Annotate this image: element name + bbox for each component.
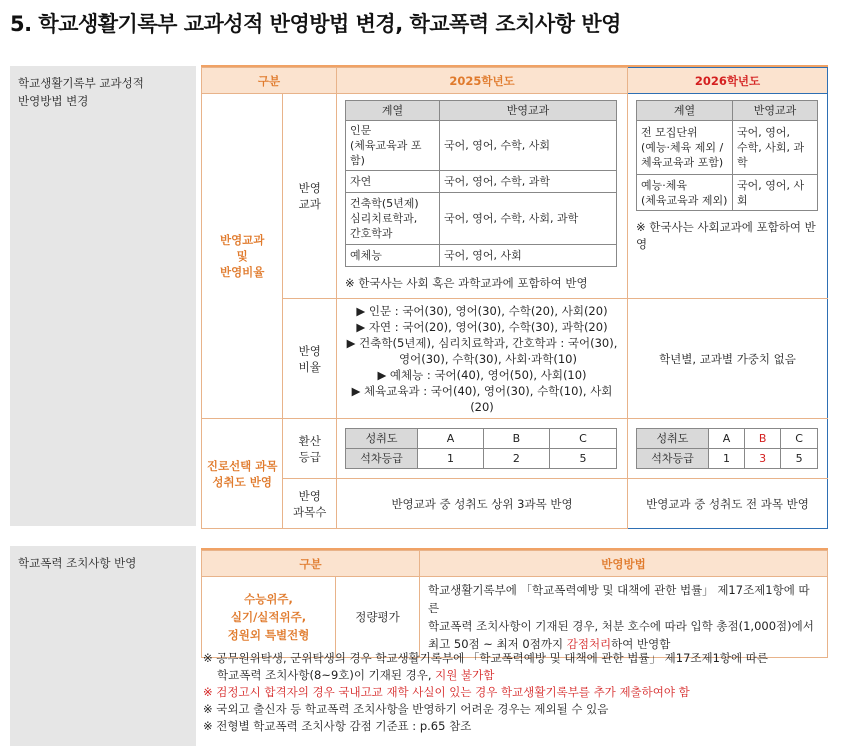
table-row: 건축학(5년제) 심리치료학과, 간호학과 국어, 영어, 수학, 사회, 과학 (346, 193, 617, 245)
type-label: 수능위주, 실기/실적위주, 정원외 특별전형 (202, 577, 336, 658)
inner-table-2025: 계열 반영교과 인문 (체육교육과 포함) 국어, 영어, 수학, 사회 자연 국어, 영어, 수학, 과학 건축학(5년제) 심리치료학과, 간호학과 국어, 영어, 수학, 사회, 과학 예체능 국어, 영어, 사회 (345, 100, 617, 267)
label-conversion: 환산 등급 (283, 419, 337, 479)
note-2026: ※ 한국사는 사회교과에 포함하여 반영 (635, 220, 816, 251)
grade-table-2026: 성취도 A B C 석차등급 1 3 5 (636, 428, 818, 469)
note-1: ※ 공무원위탁생, 군위탁생의 경우 학교생활기록부에 「학교폭력예방 및 대책에 관한 법률」 제17조제1항에 따른 (203, 651, 769, 665)
note-2025: ※ 한국사는 사회 혹은 과학교과에 포함하여 반영 (345, 276, 588, 290)
side-label-line1: 학교생활기록부 교과성적 (18, 76, 144, 90)
table-header-row (202, 68, 828, 94)
row-count (202, 479, 828, 529)
cell-2026-subjects (627, 94, 827, 299)
cell-2025-ratio: ▶ 인문 : 국어(30), 영어(30), 수학(20), 사회(20) ▶ 자연 : 국어(20), 영어(30), 수학(30), 과학(20) ▶ 건축학(5년제), 심리치료학과, 간호학과 : 국어(30), 영어(30), 수학(30), 사회·과학(10) ▶ 예체능 : 국어(40), 영어(50), 사회(10) ▶ 체육교육과 : 국어(40), 영어(30), 수학(10), 사회(20) (337, 299, 628, 419)
note-4: ※ 전형별 학교폭력 조치사항 감점 기준표 : p.65 참조 (203, 719, 472, 733)
group-label-subjects: 반영교과 및 반영비율 (202, 94, 283, 419)
table-row: 예능·체육 (체육교육과 제외) 국어, 영어, 사회 (636, 175, 817, 211)
note-3: ※ 국외고 출신자 등 학교폭력 조치사항을 반영하기 어려운 경우는 제외될 수 있음 (203, 702, 609, 716)
section2-notes (203, 650, 833, 735)
page-title: 5. 학교생활기록부 교과성적 반영방법 변경, 학교폭력 조치사항 반영 (10, 12, 621, 36)
cell-2025-subjects (337, 94, 628, 299)
header-method: 반영방법 (420, 551, 828, 577)
eval-type: 정량평가 (336, 577, 420, 658)
section1-sidebar (10, 66, 196, 526)
row-conversion (202, 419, 828, 479)
note-2: ※ 검정고시 합격자의 경우 국내고교 재학 사실이 있는 경우 학교생활기록부를 추가 제출하여야 함 (203, 685, 690, 699)
table-row (202, 577, 828, 658)
cell-2025-count: 반영교과 중 성취도 상위 3과목 반영 (337, 479, 628, 529)
table-header-row (202, 551, 828, 577)
section2-sidebar (10, 546, 196, 746)
label-count: 반영 과목수 (283, 479, 337, 529)
header-category: 구분 (202, 68, 337, 94)
inner-table-2026: 계열 반영교과 전 모집단위 (예능·체육 제외 / 체육교육과 포함) 국어, 영어, 수학, 사회, 과학 예능·체육 (체육교육과 제외) 국어, 영어, 사회 (636, 100, 818, 211)
grade-table-2025: 성취도 A B C 석차등급 1 2 5 (345, 428, 617, 469)
label-ratio: 반영 비율 (283, 299, 337, 419)
group-label-achievement: 진로선택 과목 성취도 반영 (202, 419, 283, 529)
row-subjects (202, 94, 828, 299)
school-violence-table (201, 550, 828, 658)
header-2026: 2026학년도 (627, 68, 827, 94)
note-1b: 학교폭력 조치사항(8~9호)이 기재된 경우, 지원 불가함 (217, 668, 495, 682)
header-2025: 2025학년도 (337, 68, 628, 94)
table-row: 인문 (체육교육과 포함) 국어, 영어, 수학, 사회 (346, 121, 617, 171)
side-label: 학교폭력 조치사항 반영 (18, 556, 137, 570)
cell-2026-conversion (627, 419, 827, 479)
table-row: 예체능 국어, 영어, 사회 (346, 245, 617, 267)
table-row: 자연 국어, 영어, 수학, 과학 (346, 171, 617, 193)
method-desc: 학교생활기록부에 「학교폭력예방 및 대책에 관한 법률」 제17조제1항에 따른 학교폭력 조치사항이 기재된 경우, 처분 호수에 따라 입학 총점(1,000점)에서 최고 50점 ~ 최저 0점까지 감점처리하여 반영함 (420, 577, 828, 658)
grade-method-table (201, 67, 828, 529)
side-label-line2: 반영방법 변경 (18, 94, 89, 108)
table-row: 전 모집단위 (예능·체육 제외 / 체육교육과 포함) 국어, 영어, 수학, 사회, 과학 (636, 121, 817, 175)
row-ratio (202, 299, 828, 419)
label-subjects: 반영 교과 (283, 94, 337, 299)
header-category: 구분 (202, 551, 420, 577)
cell-2026-ratio: 학년별, 교과별 가중치 없음 (627, 299, 827, 419)
cell-2026-count: 반영교과 중 성취도 전 과목 반영 (627, 479, 827, 529)
cell-2025-conversion (337, 419, 628, 479)
